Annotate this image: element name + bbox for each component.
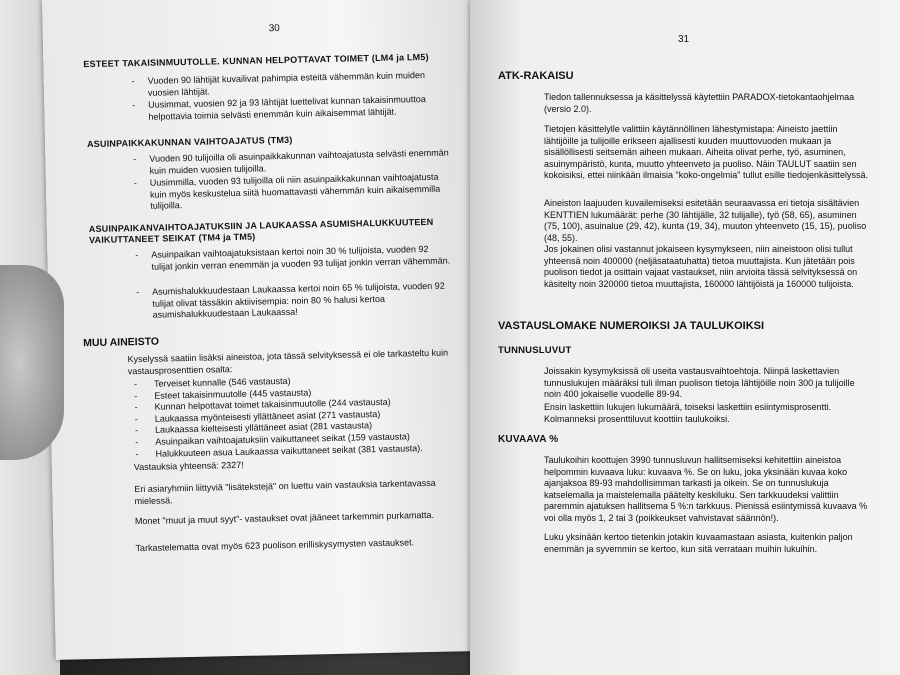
section-asumishalukkuus-heading: ASUINPAIKANVAIHTOAJATUKSIIN JA LAUKAASSA ASUMISHALUKKUUTEEN VAIKUTTANEET SEIKAT (TM4 ja TM5): [88, 216, 434, 246]
muu-intro: Kyselyssä saatiin lisäksi aineistoa, jota tässä selvityksessä ei ole tarkasteltu kuin vastausprosenttien osalta:: [127, 347, 449, 376]
bullet-item: - Asuinpaikan vaihtoajatuksistaan kertoi noin 30 % tulijoista, vuoden 92 tulijat jonkin verran enemmän ja vuoden 93 tulijat jonkin verran vähemmän.: [135, 243, 451, 272]
section-vastauslomake-heading: VASTAUSLOMAKE NUMEROIKSI JA TAULUKOIKSI: [498, 320, 765, 332]
bullet-item: - Uusimmat, vuosien 92 ja 93 lähtijät luettelivat kunnan takaisinmuuttoa helpottavia toimia selvästi enemmän kuin aikaisemmat lähtijät.: [132, 93, 426, 122]
tunnusluvut-paragraph: Ensin laskettiin lukujen lukumäärä, toiseksi laskettiin esiintymisprosentti. Kolmanneksi prosenttiluvut koottiin taulukoiksi.: [544, 402, 832, 424]
bullet-item: - Vuoden 90 lähtijät kuvailivat pahimpia esteitä vähemmän kuin muiden vuosien lähtijät.: [131, 69, 426, 98]
section-vaihtoajatus-heading: ASUINPAIKKAKUNNAN VAIHTOAJATUS (TM3): [86, 134, 293, 150]
list-item: - Asuinpaikan vaihtoajatuksiin vaikuttaneet seikat (159 vastausta): [135, 430, 465, 449]
section-atk-heading: ATK-RAKAISU: [498, 70, 574, 82]
right-page-number: 31: [678, 34, 690, 45]
atk-paragraph: Aineiston laajuuden kuvailemiseksi esitetään seuraavassa eri tietoja sisältävien KENTTIEN lukumäärät: perhe (30 lähtijälle, 32 tulijalle), työ (58, 65), asuminen (75, 100), asuinalue (29, 42), kunta (19, 34), muuton yhteenveto (15, 15), puoliso (48, 55).: [544, 198, 867, 243]
list-item: - Laukaassa kielteisesti yllättäneet asiat (281 vastausta): [135, 419, 465, 438]
left-page-number: 30: [268, 23, 280, 35]
right-page: [470, 0, 900, 675]
kuvaava-heading: KUVAAVA %: [498, 434, 559, 445]
bullet-item: - Asumishalukkuudestaan Laukaassa kertoi noin 65 % tulijoista, vuoden 92 tulijat olivat tässäkin aktiivisempia: noin 80 % halusi kertoa asumishalukkuudestaan Laukaassa!: [136, 280, 445, 320]
muu-list: [134, 372, 466, 460]
list-item: - Halukkuuteen asua Laukaassa vaikuttaneet seikat (381 vastausta).: [135, 442, 465, 461]
list-item: - Terveiset kunnalle (546 vastausta): [134, 372, 464, 391]
muu-paragraph: Eri asiaryhmiin liittyviä "lisätekstejä" on luettu vain vastauksia tarkentavassa mielessä.: [134, 477, 436, 506]
atk-paragraph: Tiedon tallennuksessa ja käsittelyssä käytettiin PARADOX-tietokantaohjelmaa (versio 2.0).: [544, 92, 855, 114]
tunnusluvut-heading: TUNNUSLUVUT: [498, 345, 572, 356]
bullet-item: - Vuoden 90 tulijoilla oli asuinpaikkakunnan vaihtoajatusta selvästi enemmän kuin muiden vuosien tulijoilla.: [133, 147, 449, 176]
muu-paragraph: Monet "muut ja muut syyt"- vastaukset ovat jääneet tarkemmin purkamatta.: [134, 509, 435, 527]
tunnusluvut-paragraph: Joissakin kysymyksissä oli useita vastausvaihtoehtoja. Niinpä laskettavien tunnuslukujen määräksi tuli ilman puolison tietoja lähtijöille noin 300 ja tulijoille noin 400 jokaiselle vuodelle 89-94.: [544, 366, 855, 399]
hand-holding-book: [0, 265, 64, 460]
section-muu-aineisto-heading: MUU AINEISTO: [83, 335, 160, 350]
section-esteet-heading: ESTEET TAKAISINMUUTOLLE. KUNNAN HELPOTTAVAT TOIMET (LM4 ja LM5): [83, 51, 429, 70]
muu-total: Vastauksia yhteensä: 2327!: [133, 459, 244, 473]
list-item: - Laukaassa myönteisesti yllättäneet asiat (271 vastausta): [135, 407, 465, 426]
muu-paragraph: Tarkastelematta ovat myös 623 puolison erilliskysymysten vastaukset.: [135, 537, 415, 554]
kuvaava-paragraph: Taulukoihin koottujen 3990 tunnusluvun hallitsemiseksi kehitettiin aineistoa helpommin kuvaava luku: kuvaava %. Se on luku, joka yksinään kuvaa koko ajanjaksoa 89-93 mahdollisimman tarkasti ja oikein. Se on tunnuslukuja katselemalla ja maistelemalla päätelty keskiluku. Sen tarkkuudeksi valittiin paremmin ajatuksen hallitsema 5 %:n tarkkuus. Pienissä esiintymissä kuvaava % voi olla myös 1, 2 tai 3 (poikkeukset vahvistavat säännön!).: [544, 455, 868, 523]
bullet-item: - Uusimmilla, vuoden 93 tulijoilla oli niin asuinpaikkakunnan vaihtoajatusta kuin myös keskustelua siitä huomattavasti vähemmän kuin aikaisemmilla tulijoilla.: [133, 171, 441, 211]
atk-paragraph: Jos jokainen olisi vastannut jokaiseen kysymykseen, niin aineistoon olisi tullut yhteensä noin 400000 (neljäsataatuhatta) tietoa muuttajista. Kun jätetään pois puolison tiedot ja osittain vajaat vastaukset, niin arvioita tässä selvityksessä on käsitelty noin 320000 tietoa muuttajista, 160000 lähtijöistä ja 160000 tulijoista.: [544, 244, 858, 289]
list-item: - Esteet takaisinmuutolle (445 vastausta): [134, 384, 464, 403]
list-item: - Kunnan helpottavat toimet takaisinmuutolle (244 vastausta): [134, 395, 464, 414]
left-page: [42, 0, 486, 660]
atk-paragraph: Tietojen käsittelylle valittiin käytännöllinen lähestymistapa: Aineisto jaettiin lähtijöille ja tulijoille erikseen ajallisesti kuuden muuttovuoden mukaan ja sisällöllisesti seitsemän aiheen mukaan. Aiheita olivat perhe, työ, asuminen, asuinympäristö, kunta, muutto yhteenveto ja puoliso. Näin TAULUT saatiin sen kokoisiksi, ettei niinkään ilmaisia "koko-ongelmia" tullut esille tiedojenkäsittelyssä.: [544, 124, 869, 180]
kuvaava-paragraph: Luku yksinään kertoo tietenkin jotakin kuvaamastaan asiasta, kuitenkin paljon enemmän ja syvemmin se kertoo, kun sitä verrataan muihin lukuihin.: [544, 532, 853, 554]
